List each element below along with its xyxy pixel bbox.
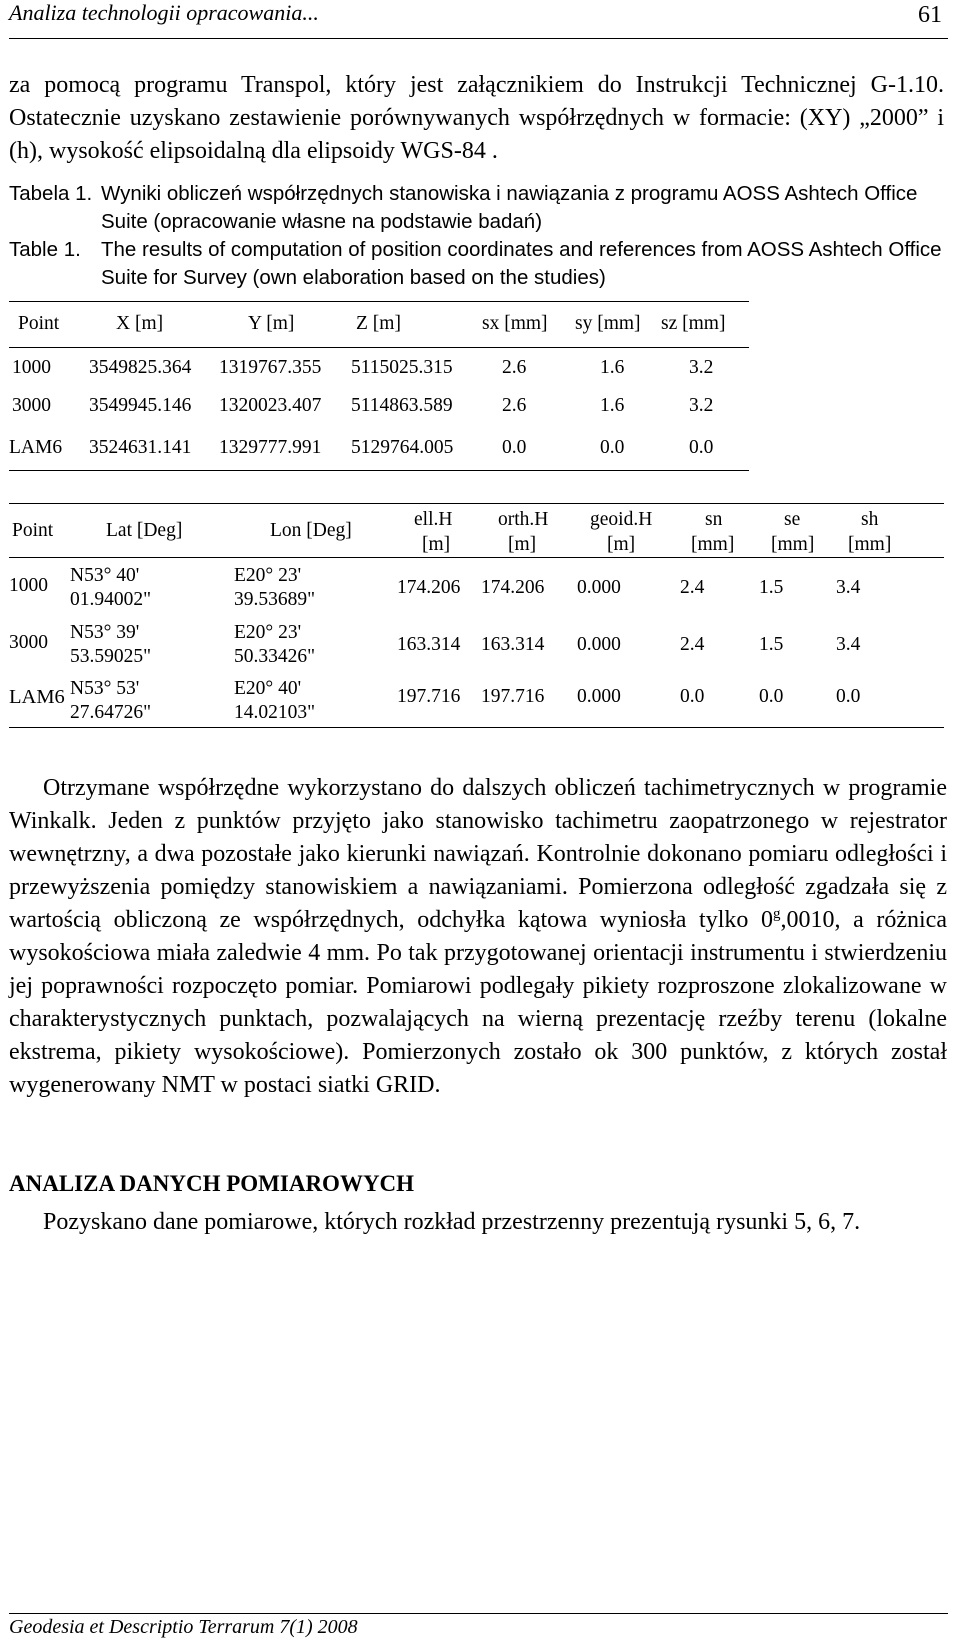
table2-header-cell: geoid.H [590, 509, 653, 530]
table1-cell: 5114863.589 [351, 395, 453, 416]
table2-lon: 39.53689" [234, 589, 316, 610]
table2-lon: E20° 40' [234, 678, 302, 699]
caption-pl-label: Tabela 1. [9, 182, 93, 205]
table1-cell: 1329777.991 [219, 437, 322, 458]
table2-sn: 2.4 [680, 577, 705, 598]
table2-top-rule [9, 503, 944, 504]
table2-lon: 50.33426" [234, 646, 316, 667]
table1-cell: 2.6 [502, 357, 527, 378]
table2-se: 1.5 [759, 634, 784, 655]
caption-pl-text: Wyniki obliczeń współrzędnych stanowiska i nawiązania z programu AOSS Ashtech Office Suite (opracowanie własne na podstawie badań) [101, 182, 918, 233]
caption-en-label: Table 1. [9, 238, 81, 261]
page-number: 61 [918, 2, 942, 28]
table1-cell: 2.6 [502, 395, 527, 416]
table2-orthh: 197.716 [481, 686, 545, 707]
table2-header-cell: se [784, 509, 801, 530]
table2-header-row [0, 510, 960, 560]
table1-cell: 3549945.146 [89, 395, 192, 416]
paragraph-method-text [9, 772, 947, 1102]
table2-lat: 01.94002" [70, 589, 152, 610]
grad-unit-superscript: g [773, 906, 781, 922]
table2-header-cell: [mm] [771, 534, 815, 555]
table1-cell: 1000 [12, 357, 51, 378]
table2-se: 1.5 [759, 577, 784, 598]
table1-cell: 0.0 [689, 437, 714, 458]
table2-header-cell: sn [705, 509, 723, 530]
table1-cell: 3524631.141 [89, 437, 192, 458]
table1-cell: 1319767.355 [219, 357, 322, 378]
footer-journal: Geodesia et Descriptio Terrarum 7(1) 2008 [9, 1616, 358, 1638]
table1-cell: 3549825.364 [89, 357, 192, 378]
table2-lat: 53.59025" [70, 646, 152, 667]
table2-header-cell: [m] [607, 534, 636, 555]
table1-cell: 3000 [12, 395, 51, 416]
table2-lon: E20° 23' [234, 622, 302, 643]
caption-en-text: The results of computation of position coordinates and references from AOSS Ashtech Office Suite for Survey (own elaboration based on the studies) [101, 238, 942, 289]
table2-header-cell: orth.H [498, 509, 549, 530]
table2-sh: 0.0 [836, 686, 861, 707]
table1-header-cell: Y [m] [248, 313, 295, 334]
table2-se: 0.0 [759, 686, 784, 707]
table1-cell: 5115025.315 [351, 357, 453, 378]
table2-header-cell: [mm] [848, 534, 892, 555]
footer-divider [9, 1613, 948, 1614]
table2-header-cell: [m] [508, 534, 537, 555]
table2-geoidh: 0.000 [577, 634, 621, 655]
table2-lon: 14.02103" [234, 702, 316, 723]
table2-lon: E20° 23' [234, 565, 302, 586]
table2-sh: 3.4 [836, 634, 861, 655]
table2-header-cell: sh [861, 509, 879, 530]
table1-cell: 1320023.407 [219, 395, 322, 416]
table2-header-cell: [m] [422, 534, 451, 555]
paragraph-intro: za pomocą programu Transpol, który jest załącznikiem do Instrukcji Technicznej G-1.10. Ostatecznie uzyskano zestawienie porównywanych współrzędnych w formacie: (XY) „2000” i (h), wysokość elipsoidalną dla elipsoidy WGS-84 . [9, 72, 944, 164]
table2-header-cell: ell.H [414, 509, 453, 530]
table2-lat: N53° 39' [70, 622, 140, 643]
table2-point: LAM6 [9, 686, 65, 708]
table-row [0, 676, 960, 726]
table1-cell: 3.2 [689, 395, 714, 416]
table2-point: 3000 [9, 632, 48, 653]
table2-sn: 2.4 [680, 634, 705, 655]
table2-sn: 0.0 [680, 686, 705, 707]
table1-cell: 1.6 [600, 357, 625, 378]
paragraph-method-part1: Otrzymane współrzędne wykorzystano do dalszych obliczeń tachimetrycznych w programie Winkalk. Jeden z punktów przyjęto jako stanowisko tachimetru zaopatrzonego w rejestrator wewnętrzny, a dwa pozostałe jako kierunki nawiązań. Kontrolnie dokonano pomiaru odległości i przewyższenia pomiędzy stanowiskiem a nawiązaniami. Pomierzona odległość zgadzała się z wartością obliczoną ze współrzędnych, odchyłka kątowa wyniosła tylko 0 [9, 775, 947, 933]
table2-bottom-rule [9, 727, 944, 728]
section-heading: ANALIZA DANYCH POMIAROWYCH [9, 1171, 415, 1196]
table1-header-cell: sz [mm] [661, 313, 726, 334]
table2-ellh: 163.314 [397, 634, 461, 655]
table2-sh: 3.4 [836, 577, 861, 598]
table-geodetic [0, 0, 960, 760]
table1-header-cell: X [m] [116, 313, 164, 334]
table1-header-cell: Z [m] [356, 313, 401, 334]
table1-cell: 5129764.005 [351, 437, 454, 458]
paragraph-analysis: Pozyskano dane pomiarowe, których rozkład przestrzenny prezentują rysunki 5, 6, 7. [43, 1209, 861, 1235]
table2-lat: N53° 53' [70, 678, 140, 699]
table2-header-cell: [mm] [691, 534, 735, 555]
table1-cell: LAM6 [9, 437, 63, 458]
table2-header-cell: Point [12, 520, 54, 541]
table1-header-cell: sy [mm] [575, 313, 641, 334]
table2-orthh: 163.314 [481, 634, 545, 655]
table1-header-cell: sx [mm] [482, 313, 548, 334]
table2-point: 1000 [9, 575, 48, 596]
table2-lat: N53° 40' [70, 565, 140, 586]
table2-geoidh: 0.000 [577, 686, 621, 707]
table-row [0, 563, 960, 613]
table2-header-cell: Lat [Deg] [106, 520, 183, 541]
table2-geoidh: 0.000 [577, 577, 621, 598]
table-row [0, 620, 960, 670]
running-header-title: Analiza technologii opracowania... [9, 0, 319, 25]
table1-cell: 0.0 [600, 437, 625, 458]
table1-cell: 0.0 [502, 437, 527, 458]
table2-header-rule [9, 557, 944, 558]
table2-header-cell: Lon [Deg] [270, 520, 352, 541]
table2-lat: 27.64726" [70, 702, 152, 723]
table1-cell: 3.2 [689, 357, 714, 378]
paragraph-method [9, 772, 947, 1102]
table2-orthh: 174.206 [481, 577, 545, 598]
table2-ellh: 197.716 [397, 686, 461, 707]
table1-header-cell: Point [18, 313, 60, 334]
table1-cell: 1.6 [600, 395, 625, 416]
table2-ellh: 174.206 [397, 577, 461, 598]
paragraph-method-part2: ,0010, a różnica wysokościowa miała zaledwie 4 mm. Po tak przygotowanej orientacji instrumentu i stwierdzeniu jej poprawności rozpoczęto pomiar. Pomiarowi podlegały pikiety rozproszone zlokalizowane w charakterystycznych punktach, pozwalających na wierną prezentację rzeźby terenu (lokalne ekstrema, pikiety wysokościowe). Pomierzonych zostało ok 300 punktów, z których został wygenerowany NMT w postaci siatki GRID. [9, 907, 947, 1098]
